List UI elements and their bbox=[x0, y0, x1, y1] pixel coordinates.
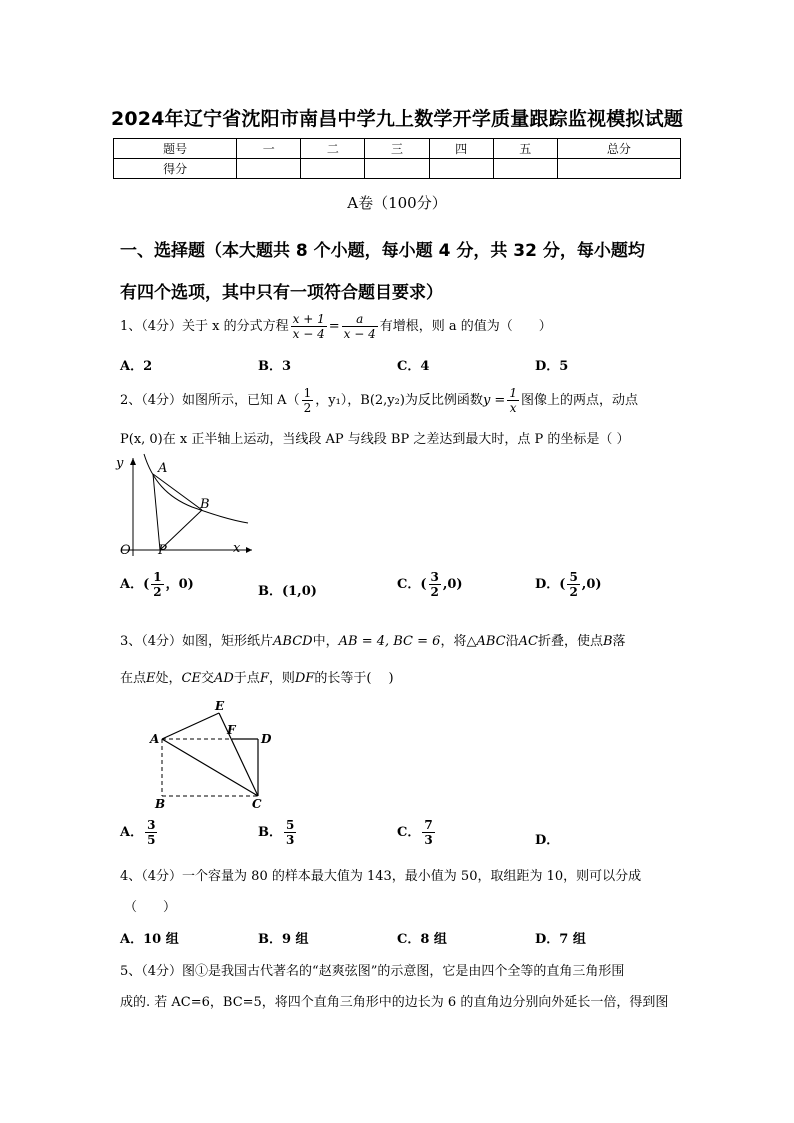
label-c: C bbox=[252, 797, 262, 811]
q3-math: AB = 4, BC = 6 bbox=[338, 634, 441, 649]
q4-option-d[interactable]: D．7 组 bbox=[535, 932, 586, 947]
q3-text: 的长等于( ) bbox=[314, 671, 394, 686]
option-text: ,0) bbox=[442, 577, 463, 592]
q3-math: E bbox=[146, 671, 156, 686]
option-fraction bbox=[429, 570, 441, 599]
fraction-numerator: 1 bbox=[153, 570, 162, 584]
fraction-denominator: x − 4 bbox=[343, 327, 376, 341]
label-o: O bbox=[120, 543, 131, 558]
edge-ec bbox=[219, 713, 258, 796]
q1-prefix: 1、（4分）关于 x 的分式方程 bbox=[120, 319, 289, 334]
fraction-denominator: x − 4 bbox=[292, 327, 325, 341]
fraction-numerator: 7 bbox=[424, 818, 433, 832]
segment-ap bbox=[153, 474, 160, 550]
question-5-line1: 5、（4分）图①是我国古代著名的“赵爽弦图”的示意图，它是由四个全等的直角三角形围 bbox=[120, 964, 625, 979]
fraction-denominator: 3 bbox=[286, 833, 295, 847]
question-5-line2: 成的. 若 AC=6，BC=5，将四个直角三角形中的边长为 6 的直角边分别向外延长一倍，得到图 bbox=[120, 995, 669, 1010]
label-p: P bbox=[158, 543, 167, 558]
option-text: A．( bbox=[120, 577, 150, 592]
score-entry-cell[interactable] bbox=[365, 159, 429, 179]
fraction-denominator: 2 bbox=[153, 585, 162, 599]
table-cell: 总分 bbox=[557, 139, 680, 159]
q1-option-c[interactable]: C．4 bbox=[397, 359, 430, 374]
fraction-numerator: a bbox=[342, 312, 378, 327]
q2-function-y: y = bbox=[482, 393, 506, 408]
q3-text: 在点 bbox=[120, 671, 147, 686]
q3-text: 3、（4分）如图，矩形纸片 bbox=[120, 634, 274, 649]
fraction-numerator: 5 bbox=[569, 570, 578, 584]
section-a-heading: A卷（100分） bbox=[347, 194, 447, 212]
q2-fraction-a bbox=[302, 386, 314, 415]
option-text: ,0) bbox=[581, 577, 602, 592]
question-2-line2: P(x, 0)在 x 正半轴上运动，当线段 AP 与线段 BP 之差达到最大时，点 P 的坐标是（ ） bbox=[120, 432, 630, 447]
section1-heading-line: 一、选择题（本大题共 8 个小题，每小题 4 分，共 32 分，每小题均 bbox=[120, 241, 645, 261]
question-2-line1 bbox=[120, 386, 638, 415]
option-fraction bbox=[422, 818, 434, 847]
label-x: x bbox=[233, 541, 241, 556]
option-text: C． bbox=[397, 825, 421, 840]
q2-function-fraction bbox=[507, 386, 519, 415]
q3-math: △ABC bbox=[466, 634, 506, 649]
score-table-header-row bbox=[114, 139, 681, 159]
q3-math: CE bbox=[181, 671, 201, 686]
fraction-denominator: 3 bbox=[424, 833, 433, 847]
label-f: F bbox=[227, 723, 236, 737]
label-b: B bbox=[155, 797, 166, 811]
fraction-numerator: 3 bbox=[147, 818, 156, 832]
q4-option-b[interactable]: B．9 组 bbox=[258, 932, 309, 947]
q3-option-a[interactable] bbox=[120, 818, 159, 847]
fraction-denominator: 2 bbox=[430, 585, 439, 599]
q3-math: B bbox=[602, 634, 613, 649]
option-text: D．( bbox=[535, 577, 566, 592]
option-text: B． bbox=[258, 825, 282, 840]
q3-text: 中， bbox=[312, 634, 339, 649]
label-y: y bbox=[116, 456, 124, 471]
fraction-denominator: 2 bbox=[303, 401, 312, 415]
question-4-line1: 4、（4分）一个容量为 80 的样本最大值为 143，最小值为 50，取组距为 10，则可以分成 bbox=[120, 869, 642, 884]
q3-math: AD bbox=[213, 671, 234, 686]
q2-text: ，y₁），B(2,y₂)为反比例函数 bbox=[315, 393, 483, 408]
score-entry-cell[interactable] bbox=[429, 159, 493, 179]
question-3-line1 bbox=[120, 630, 626, 649]
q4-option-c[interactable]: C．8 组 bbox=[397, 932, 447, 947]
table-cell: 五 bbox=[493, 139, 557, 159]
label-b: B bbox=[200, 497, 210, 512]
fraction-numerator: 3 bbox=[430, 570, 439, 584]
q3-math: AC bbox=[518, 634, 538, 649]
q3-text: 处， bbox=[155, 671, 182, 686]
q2-option-a[interactable] bbox=[120, 570, 194, 599]
q3-text: ，将 bbox=[440, 634, 467, 649]
q1-option-b[interactable]: B．3 bbox=[258, 359, 292, 374]
fraction-denominator: x bbox=[509, 401, 517, 415]
score-entry-cell[interactable] bbox=[301, 159, 365, 179]
q2-text: 2、（4分）如图所示，已知 A（ bbox=[120, 393, 300, 408]
option-fraction bbox=[567, 570, 579, 599]
score-table-score-row bbox=[114, 159, 681, 179]
fraction-denominator: 5 bbox=[147, 833, 156, 847]
section1-heading-line: 有四个选项，其中只有一项符合题目要求） bbox=[120, 283, 443, 303]
score-table bbox=[113, 138, 681, 179]
fraction-numerator: 1 bbox=[303, 386, 312, 400]
q2-option-c[interactable] bbox=[397, 570, 463, 599]
q2-option-b[interactable]: B．(1,0) bbox=[258, 584, 317, 599]
fraction-numerator: 1 bbox=[509, 386, 517, 400]
table-cell: 四 bbox=[429, 139, 493, 159]
score-entry-cell[interactable] bbox=[493, 159, 557, 179]
segment-ab bbox=[153, 474, 202, 510]
edge-ae bbox=[162, 713, 219, 739]
fraction-denominator: 2 bbox=[569, 585, 578, 599]
table-cell: 一 bbox=[237, 139, 301, 159]
fraction-numerator: 5 bbox=[286, 818, 295, 832]
q1-option-a[interactable]: A．2 bbox=[120, 359, 153, 374]
q3-math: ABCD bbox=[273, 634, 313, 649]
equals-sign: = bbox=[328, 319, 340, 334]
label-a: A bbox=[158, 461, 168, 476]
q4-option-a[interactable]: A．10 组 bbox=[120, 932, 179, 947]
option-fraction bbox=[151, 570, 163, 599]
question-1 bbox=[120, 312, 552, 341]
q3-option-c[interactable] bbox=[397, 818, 437, 847]
option-fraction bbox=[284, 818, 296, 847]
table-cell: 三 bbox=[365, 139, 429, 159]
q3-math: F bbox=[259, 671, 269, 686]
label-d: D bbox=[261, 732, 272, 746]
option-text: C．( bbox=[397, 577, 427, 592]
table-cell: 得分 bbox=[114, 159, 237, 179]
q3-text: 折叠，使点 bbox=[537, 634, 603, 649]
label-e: E bbox=[215, 699, 225, 713]
q2-graph bbox=[112, 452, 257, 558]
q2-option-d[interactable] bbox=[535, 570, 602, 599]
q3-text: ，则 bbox=[268, 671, 295, 686]
q1-fraction-left bbox=[291, 312, 327, 341]
x-axis-arrow bbox=[246, 547, 252, 553]
q3-text: 交 bbox=[200, 671, 214, 686]
q1-fraction-right bbox=[342, 312, 378, 341]
q3-option-b[interactable] bbox=[258, 818, 298, 847]
fraction-numerator: x + 1 bbox=[292, 312, 325, 326]
question-3-line2 bbox=[120, 667, 394, 686]
option-text: A． bbox=[120, 825, 144, 840]
q1-option-d[interactable]: D．5 bbox=[535, 359, 569, 374]
label-a: A bbox=[150, 732, 160, 746]
q3-text: 沿 bbox=[505, 634, 519, 649]
q3-math: DF bbox=[294, 671, 315, 686]
y-axis-arrow bbox=[130, 458, 136, 465]
table-cell: 二 bbox=[301, 139, 365, 159]
q1-suffix: 有增根，则 a 的值为（ ） bbox=[379, 319, 552, 334]
diagonal-ac bbox=[162, 739, 258, 796]
question-4-line2: （ ） bbox=[124, 900, 177, 915]
q3-text: 于点 bbox=[233, 671, 260, 686]
option-fraction bbox=[145, 818, 157, 847]
q3-figure bbox=[145, 696, 280, 814]
table-cell: 题号 bbox=[114, 139, 237, 159]
score-entry-cell[interactable] bbox=[237, 159, 301, 179]
q3-text: 落 bbox=[612, 634, 626, 649]
section1-heading bbox=[120, 230, 680, 314]
score-entry-cell[interactable] bbox=[557, 159, 680, 179]
page-title: 2024年辽宁省沈阳市南昌中学九上数学开学质量跟踪监视模拟试题 bbox=[110, 108, 684, 130]
q2-text: 图像上的两点，动点 bbox=[520, 393, 638, 408]
q3-option-d[interactable]: D． bbox=[535, 833, 560, 848]
option-text: ，0) bbox=[165, 577, 194, 592]
